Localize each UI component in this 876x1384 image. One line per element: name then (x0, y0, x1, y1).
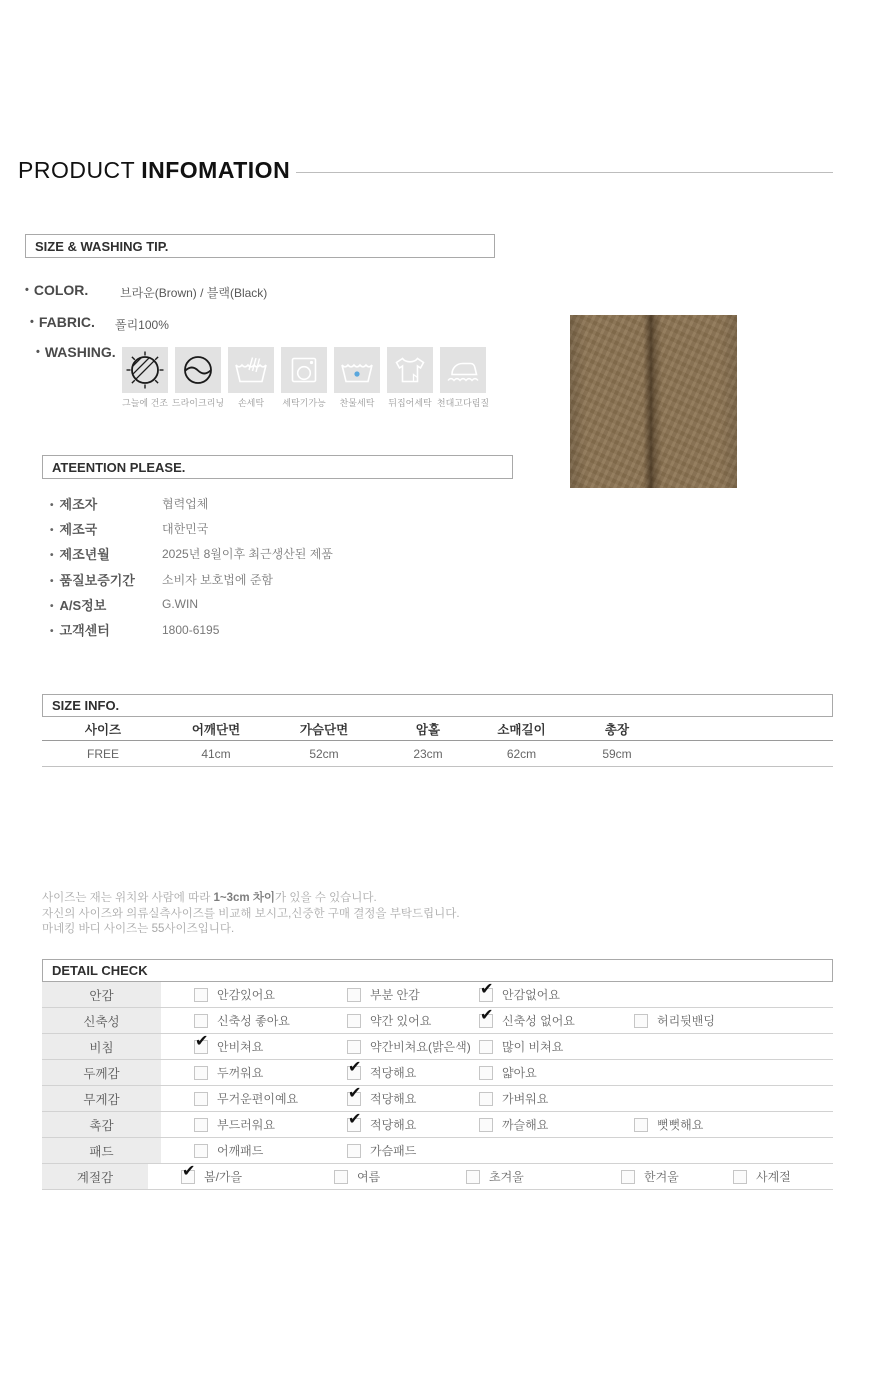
title-divider-line (296, 172, 833, 173)
size-table-data-row (42, 742, 833, 767)
checkbox-label: 어깨패드 (217, 1144, 264, 1158)
bullet-icon: • (50, 626, 54, 638)
attention-item-label: • 제조국 (50, 522, 98, 538)
checkbox[interactable] (479, 1118, 493, 1132)
checkbox[interactable] (181, 1162, 196, 1184)
checkbox-label: 적당해요 (370, 1118, 417, 1132)
detail-option (479, 1064, 634, 1081)
dry-clean-icon (175, 347, 221, 393)
detail-option (194, 1032, 347, 1055)
washing-label: • WASHING. (36, 344, 116, 360)
checkbox[interactable] (621, 1170, 635, 1184)
checkbox[interactable] (347, 988, 361, 1002)
checkbox[interactable] (194, 1092, 208, 1106)
washing-icons-row (122, 347, 490, 409)
attention-header-label: ATEENTION PLEASE. (52, 459, 186, 475)
checkbox[interactable] (479, 980, 494, 1002)
detail-option (479, 1006, 634, 1029)
detail-option (194, 1090, 347, 1107)
attention-item-label: • 제조년월 (50, 547, 110, 563)
attention-item-label: • 제조자 (50, 497, 98, 513)
checkbox[interactable] (479, 1066, 493, 1080)
detail-check-header (42, 959, 833, 982)
attention-item (50, 516, 520, 541)
checkbox[interactable] (194, 1014, 208, 1028)
checkbox-label: 가벼워요 (502, 1092, 549, 1106)
checkbox-label: 얇아요 (502, 1066, 537, 1080)
detail-option (347, 1038, 479, 1055)
detail-option (194, 1142, 347, 1159)
size-note-line2: 자신의 사이즈와 의류실측사이즈를 비교해 보시고,신중한 구매 결정을 부탁드립니다. (42, 907, 460, 920)
bullet-icon: • (25, 284, 29, 296)
page-title-light: PRODUCT (18, 157, 136, 183)
product-fabric-image (570, 315, 737, 488)
checkbox[interactable] (194, 1066, 208, 1080)
washing-item-label: 찬물세탁 (339, 398, 375, 408)
attention-item (50, 541, 520, 566)
attention-item (50, 617, 520, 642)
detail-option (194, 1116, 347, 1133)
size-column-header: 어깨단면 (191, 722, 241, 737)
color-label: • COLOR. (25, 282, 89, 298)
fabric-value: 폴리100% (115, 318, 169, 332)
detail-option (466, 1168, 621, 1185)
detail-option (733, 1168, 833, 1185)
washing-item-label: 드라이크리닝 (171, 398, 225, 408)
size-note-line1: 사이즈는 재는 위치와 사람에 따라 1~3cm 차이가 있을 수 있습니다. (42, 892, 377, 904)
size-note (42, 891, 460, 938)
detail-check-row (42, 1112, 833, 1138)
shade-dry-icon (122, 347, 168, 393)
size-value: 59cm (602, 747, 632, 761)
checkbox[interactable] (479, 1092, 493, 1106)
machine-wash-icon (281, 347, 327, 393)
checkbox-label: 초겨울 (489, 1170, 524, 1184)
detail-check-row (42, 1138, 833, 1164)
washing-item (387, 347, 433, 409)
bullet-icon: • (50, 575, 54, 587)
detail-check-row (42, 1060, 833, 1086)
bullet-icon: • (36, 346, 40, 358)
washing-item (436, 347, 490, 409)
detail-check-row (42, 1034, 833, 1060)
check-icon: ✔ (480, 980, 494, 998)
detail-row-options (163, 1060, 833, 1085)
checkbox-label: 사계절 (756, 1170, 791, 1184)
checkbox[interactable] (194, 1144, 208, 1158)
detail-row-label: 패드 (42, 1138, 163, 1163)
detail-row-label: 계절감 (42, 1164, 150, 1189)
checkbox[interactable] (466, 1170, 480, 1184)
attention-header (42, 455, 513, 479)
check-icon: ✔ (348, 1084, 362, 1102)
checkbox-label: 부분 안감 (370, 988, 420, 1002)
color-value: 브라운(Brown) / 블랙(Black) (120, 286, 268, 300)
detail-row-label: 신축성 (42, 1008, 163, 1033)
checkbox[interactable] (347, 1058, 362, 1080)
checkbox-label: 적당해요 (370, 1066, 417, 1080)
detail-option (181, 1162, 334, 1185)
checkbox-label: 부드러워요 (217, 1118, 275, 1132)
detail-option (634, 1012, 746, 1029)
checkbox[interactable] (194, 1032, 209, 1054)
attention-item (50, 491, 520, 516)
detail-option (621, 1168, 733, 1185)
detail-option (347, 1084, 479, 1107)
checkbox[interactable] (347, 1040, 361, 1054)
washing-item (228, 347, 274, 409)
attention-item-value: 1800-6195 (162, 622, 220, 637)
checkbox[interactable] (634, 1118, 648, 1132)
detail-check-row (42, 1008, 833, 1034)
attention-item (50, 567, 520, 592)
check-icon: ✔ (195, 1032, 209, 1050)
checkbox-label: 적당해요 (370, 1092, 417, 1106)
washing-item (122, 347, 168, 409)
checkbox-label: 한겨울 (644, 1170, 679, 1184)
size-value: 23cm (413, 747, 443, 761)
size-info-header (42, 694, 833, 717)
check-icon: ✔ (348, 1058, 362, 1076)
checkbox-label: 까슬해요 (502, 1118, 549, 1132)
detail-check-row (42, 982, 833, 1008)
attention-item (50, 592, 520, 617)
size-column-header: 총장 (604, 722, 630, 737)
bullet-icon: • (50, 525, 54, 537)
size-column-header: 사이즈 (84, 722, 122, 737)
attention-item-label: • 고객센터 (50, 623, 110, 639)
checkbox[interactable] (347, 1144, 361, 1158)
bullet-icon: • (50, 550, 54, 562)
cold-water-wash-icon (334, 347, 380, 393)
size-info-header-label: SIZE INFO. (52, 698, 120, 713)
checkbox-label: 가슴패드 (370, 1144, 417, 1158)
attention-item-label: • A/S정보 (50, 597, 107, 613)
page-title (18, 157, 290, 184)
washing-item (334, 347, 380, 409)
size-column-header: 가슴단면 (299, 722, 349, 737)
washing-item (171, 347, 225, 409)
iron-with-cloth-icon (440, 347, 486, 393)
checkbox-label: 봄/가을 (204, 1170, 243, 1184)
detail-row-label: 안감 (42, 982, 163, 1007)
checkbox-label: 신축성 없어요 (502, 1014, 575, 1028)
checkbox-label: 허리뒷밴딩 (657, 1014, 715, 1028)
washing-item-label: 세탁기가능 (282, 398, 326, 408)
size-column-header: 소매길이 (497, 722, 546, 737)
checkbox-label: 두꺼워요 (217, 1066, 264, 1080)
size-column-header: 암홀 (415, 722, 441, 737)
attention-item-value: 대한민국 (162, 522, 209, 537)
checkbox-label: 약간 있어요 (370, 1014, 432, 1028)
washing-item-label: 천대고다림질 (436, 398, 490, 408)
detail-row-options (163, 1112, 833, 1137)
attention-item-value: 소비자 보호법에 준함 (162, 572, 273, 587)
size-value: 52cm (309, 747, 339, 761)
bullet-icon: • (30, 316, 34, 328)
checkbox-label: 무거운편이예요 (217, 1092, 299, 1106)
washing-item-label: 뒤집어세탁 (388, 398, 432, 408)
checkbox[interactable] (347, 1084, 362, 1106)
attention-item-value: 2025년 8월이후 최근생산된 제품 (162, 547, 333, 562)
checkbox[interactable] (479, 1040, 493, 1054)
attention-item-label: • 품질보증기간 (50, 572, 135, 588)
detail-option (347, 1110, 479, 1133)
checkbox-label: 많이 비쳐요 (502, 1040, 564, 1054)
detail-row-label: 촉감 (42, 1112, 163, 1137)
detail-row-options (163, 982, 833, 1007)
detail-check-header-label: DETAIL CHECK (52, 963, 148, 978)
detail-option (194, 1012, 347, 1029)
check-icon: ✔ (348, 1110, 362, 1128)
checkbox[interactable] (194, 1118, 208, 1132)
bullet-icon: • (50, 600, 54, 612)
detail-row-label: 두께감 (42, 1060, 163, 1085)
detail-option (479, 1090, 634, 1107)
bullet-icon: • (50, 500, 54, 512)
detail-row-label: 무게감 (42, 1086, 163, 1111)
checkbox-label: 여름 (357, 1170, 381, 1184)
detail-option (347, 986, 479, 1003)
detail-row-options (163, 1008, 833, 1033)
checkbox[interactable] (347, 1110, 362, 1132)
detail-row-label: 비침 (42, 1034, 163, 1059)
detail-option (334, 1168, 466, 1185)
detail-row-options (163, 1086, 833, 1111)
inside-out-wash-icon (387, 347, 433, 393)
detail-check-table (42, 982, 833, 1190)
detail-option (347, 1142, 479, 1159)
detail-option (347, 1058, 479, 1081)
checkbox[interactable] (347, 1014, 361, 1028)
detail-option (194, 1064, 347, 1081)
checkbox[interactable] (194, 988, 208, 1002)
attention-item-value: 협력업체 (162, 497, 209, 512)
checkbox-label: 안감있어요 (217, 988, 275, 1002)
detail-option (634, 1116, 746, 1133)
washing-item (281, 347, 327, 409)
hand-wash-icon (228, 347, 274, 393)
washing-item-label: 손세탁 (237, 398, 265, 408)
detail-check-row (42, 1086, 833, 1112)
check-icon: ✔ (182, 1162, 196, 1180)
size-table-header-row (42, 717, 833, 741)
size-value: 62cm (506, 747, 537, 761)
detail-row-options (163, 1034, 833, 1059)
detail-row-options (150, 1164, 833, 1189)
checkbox[interactable] (479, 1006, 494, 1028)
fabric-label: • FABRIC. (30, 314, 95, 330)
page-title-bold: INFOMATION (141, 157, 291, 183)
checkbox[interactable] (733, 1170, 747, 1184)
detail-option (479, 980, 634, 1003)
size-washing-tip-header-label: SIZE & WASHING TIP. (35, 238, 169, 254)
checkbox-label: 안비쳐요 (217, 1040, 264, 1054)
checkbox-label: 안감없어요 (502, 988, 560, 1002)
attention-list (50, 491, 520, 642)
checkbox-label: 신축성 좋아요 (217, 1014, 290, 1028)
detail-option (479, 1116, 634, 1133)
washing-item-label: 그늘에 건조 (122, 398, 168, 408)
attention-item-value: G.WIN (162, 597, 198, 612)
detail-option (479, 1038, 634, 1055)
size-washing-tip-header (25, 234, 495, 258)
size-value: 41cm (201, 747, 231, 761)
detail-row-options (163, 1138, 833, 1163)
checkbox-label: 뻣뻣해요 (657, 1118, 704, 1132)
checkbox[interactable] (334, 1170, 348, 1184)
size-note-line3: 마네킹 바디 사이즈는 55사이즈입니다. (42, 923, 235, 935)
checkbox-label: 약간비쳐요(밝은색) (370, 1040, 471, 1054)
detail-option (194, 986, 347, 1003)
detail-option (347, 1012, 479, 1029)
checkbox[interactable] (634, 1014, 648, 1028)
check-icon: ✔ (480, 1006, 494, 1024)
size-value: FREE (86, 747, 119, 761)
detail-check-row (42, 1164, 833, 1190)
